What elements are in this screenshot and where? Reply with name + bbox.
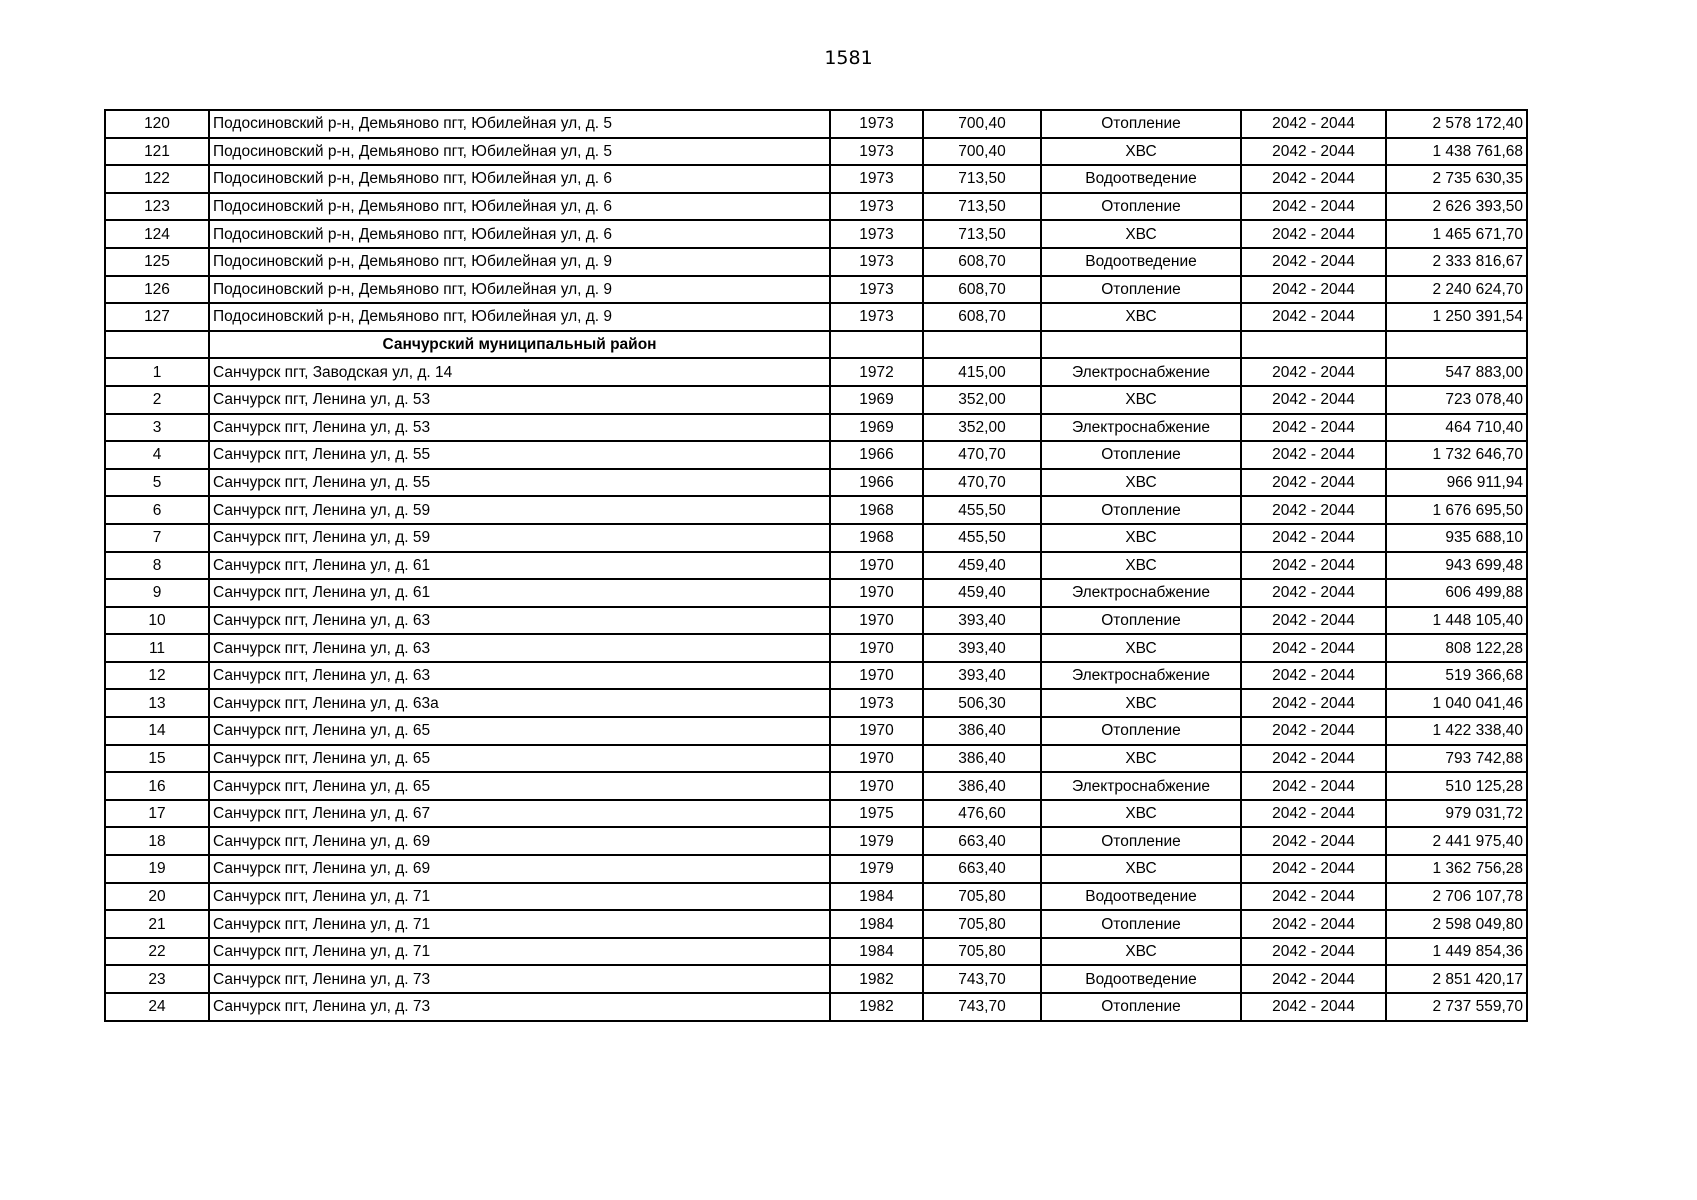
address-cell: Санчурск пгт, Ленина ул, д. 63а (209, 689, 830, 717)
table-row (105, 717, 1527, 745)
cost-cell: 1 422 338,40 (1386, 717, 1527, 745)
build-year-cell: 1984 (830, 938, 923, 966)
table-row (105, 469, 1527, 497)
address-cell: Санчурск пгт, Ленина ул, д. 63 (209, 634, 830, 662)
area-cell: 459,40 (923, 552, 1041, 580)
cost-cell: 2 735 630,35 (1386, 165, 1527, 193)
row-number-cell: 16 (105, 772, 209, 800)
cost-cell: 2 737 559,70 (1386, 993, 1527, 1021)
area-cell: 470,70 (923, 469, 1041, 497)
work-type-cell: ХВС (1041, 386, 1241, 414)
address-cell: Санчурск пгт, Ленина ул, д. 53 (209, 386, 830, 414)
row-number-cell: 9 (105, 579, 209, 607)
cost-cell: 606 499,88 (1386, 579, 1527, 607)
row-number-cell: 8 (105, 552, 209, 580)
period-cell: 2042 - 2044 (1241, 524, 1386, 552)
area-cell: 393,40 (923, 634, 1041, 662)
cost-cell: 1 448 105,40 (1386, 607, 1527, 635)
work-type-cell: ХВС (1041, 634, 1241, 662)
area-cell: 705,80 (923, 883, 1041, 911)
address-cell: Санчурск пгт, Ленина ул, д. 69 (209, 855, 830, 883)
area-cell: 455,50 (923, 524, 1041, 552)
period-cell: 2042 - 2044 (1241, 772, 1386, 800)
row-number-cell: 13 (105, 689, 209, 717)
work-type-cell: Водоотведение (1041, 248, 1241, 276)
period-cell: 2042 - 2044 (1241, 441, 1386, 469)
table-row (105, 634, 1527, 662)
period-cell: 2042 - 2044 (1241, 496, 1386, 524)
row-number-cell: 18 (105, 827, 209, 855)
period-cell: 2042 - 2044 (1241, 800, 1386, 828)
address-cell: Санчурск пгт, Ленина ул, д. 65 (209, 717, 830, 745)
build-year-cell (830, 331, 923, 359)
row-number-cell: 4 (105, 441, 209, 469)
table-row (105, 193, 1527, 221)
area-cell: 393,40 (923, 662, 1041, 690)
table-row (105, 276, 1527, 304)
work-type-cell: Электроснабжение (1041, 662, 1241, 690)
work-type-cell: Отопление (1041, 910, 1241, 938)
cost-cell: 2 598 049,80 (1386, 910, 1527, 938)
cost-cell: 1 449 854,36 (1386, 938, 1527, 966)
period-cell: 2042 - 2044 (1241, 193, 1386, 221)
build-year-cell: 1970 (830, 662, 923, 690)
period-cell: 2042 - 2044 (1241, 414, 1386, 442)
cost-cell: 464 710,40 (1386, 414, 1527, 442)
address-cell: Санчурск пгт, Ленина ул, д. 59 (209, 524, 830, 552)
table-row (105, 303, 1527, 331)
build-year-cell: 1968 (830, 496, 923, 524)
address-cell: Санчурск пгт, Ленина ул, д. 55 (209, 441, 830, 469)
address-cell: Санчурск пгт, Ленина ул, д. 73 (209, 965, 830, 993)
cost-cell: 979 031,72 (1386, 800, 1527, 828)
cost-cell: 808 122,28 (1386, 634, 1527, 662)
cost-cell: 1 250 391,54 (1386, 303, 1527, 331)
table-row (105, 965, 1527, 993)
work-type-cell: ХВС (1041, 220, 1241, 248)
address-cell: Подосиновский р-н, Демьяново пгт, Юбилейная ул, д. 5 (209, 138, 830, 166)
row-number-cell: 12 (105, 662, 209, 690)
address-cell: Санчурск пгт, Ленина ул, д. 71 (209, 910, 830, 938)
table-row (105, 855, 1527, 883)
table-row (105, 993, 1527, 1021)
period-cell (1241, 331, 1386, 359)
page-number: 1581 (824, 47, 873, 69)
period-cell: 2042 - 2044 (1241, 386, 1386, 414)
work-type-cell: ХВС (1041, 745, 1241, 773)
area-cell: 386,40 (923, 717, 1041, 745)
build-year-cell: 1970 (830, 745, 923, 773)
period-cell: 2042 - 2044 (1241, 303, 1386, 331)
work-type-cell: Электроснабжение (1041, 579, 1241, 607)
work-type-cell: Отопление (1041, 717, 1241, 745)
table-row (105, 662, 1527, 690)
cost-cell: 2 578 172,40 (1386, 110, 1527, 138)
build-year-cell: 1973 (830, 689, 923, 717)
build-year-cell: 1970 (830, 717, 923, 745)
period-cell: 2042 - 2044 (1241, 910, 1386, 938)
cost-cell: 943 699,48 (1386, 552, 1527, 580)
build-year-cell: 1969 (830, 386, 923, 414)
address-cell: Санчурск пгт, Ленина ул, д. 65 (209, 745, 830, 773)
row-number-cell: 2 (105, 386, 209, 414)
build-year-cell: 1970 (830, 607, 923, 635)
build-year-cell: 1966 (830, 441, 923, 469)
address-cell: Подосиновский р-н, Демьяново пгт, Юбилейная ул, д. 6 (209, 193, 830, 221)
row-number-cell: 24 (105, 993, 209, 1021)
period-cell: 2042 - 2044 (1241, 745, 1386, 773)
area-cell: 705,80 (923, 938, 1041, 966)
cost-cell: 1 732 646,70 (1386, 441, 1527, 469)
table-row (105, 165, 1527, 193)
address-cell: Санчурск пгт, Заводская ул, д. 14 (209, 358, 830, 386)
period-cell: 2042 - 2044 (1241, 689, 1386, 717)
build-year-cell: 1973 (830, 138, 923, 166)
period-cell: 2042 - 2044 (1241, 552, 1386, 580)
area-cell: 506,30 (923, 689, 1041, 717)
address-cell: Санчурск пгт, Ленина ул, д. 73 (209, 993, 830, 1021)
table-row (105, 414, 1527, 442)
build-year-cell: 1970 (830, 552, 923, 580)
area-cell: 705,80 (923, 910, 1041, 938)
cost-cell: 2 333 816,67 (1386, 248, 1527, 276)
period-cell: 2042 - 2044 (1241, 938, 1386, 966)
address-cell: Санчурск пгт, Ленина ул, д. 63 (209, 662, 830, 690)
area-cell: 352,00 (923, 386, 1041, 414)
row-number-cell: 11 (105, 634, 209, 662)
address-cell: Санчурск пгт, Ленина ул, д. 61 (209, 552, 830, 580)
work-type-cell: ХВС (1041, 303, 1241, 331)
area-cell: 663,40 (923, 827, 1041, 855)
work-type-cell: Отопление (1041, 827, 1241, 855)
section-title: Санчурский муниципальный район (209, 331, 830, 359)
row-number-cell: 15 (105, 745, 209, 773)
period-cell: 2042 - 2044 (1241, 607, 1386, 635)
period-cell: 2042 - 2044 (1241, 358, 1386, 386)
work-type-cell: ХВС (1041, 552, 1241, 580)
table-row (105, 552, 1527, 580)
area-cell: 608,70 (923, 276, 1041, 304)
work-type-cell: Отопление (1041, 993, 1241, 1021)
row-number-cell: 23 (105, 965, 209, 993)
work-type-cell (1041, 331, 1241, 359)
row-number-cell: 124 (105, 220, 209, 248)
period-cell: 2042 - 2044 (1241, 662, 1386, 690)
table-row (105, 800, 1527, 828)
period-cell: 2042 - 2044 (1241, 248, 1386, 276)
period-cell: 2042 - 2044 (1241, 110, 1386, 138)
build-year-cell: 1982 (830, 993, 923, 1021)
work-type-cell: Электроснабжение (1041, 772, 1241, 800)
period-cell: 2042 - 2044 (1241, 165, 1386, 193)
area-cell: 459,40 (923, 579, 1041, 607)
table-row (105, 607, 1527, 635)
work-type-cell: Водоотведение (1041, 165, 1241, 193)
area-cell: 713,50 (923, 193, 1041, 221)
cost-cell: 1 676 695,50 (1386, 496, 1527, 524)
table-row (105, 110, 1527, 138)
work-type-cell: Отопление (1041, 110, 1241, 138)
address-cell: Санчурск пгт, Ленина ул, д. 65 (209, 772, 830, 800)
build-year-cell: 1973 (830, 303, 923, 331)
cost-cell: 2 851 420,17 (1386, 965, 1527, 993)
row-number-cell: 123 (105, 193, 209, 221)
table-row (105, 138, 1527, 166)
cost-cell: 1 438 761,68 (1386, 138, 1527, 166)
build-year-cell: 1973 (830, 276, 923, 304)
table-row (105, 745, 1527, 773)
row-number-cell: 122 (105, 165, 209, 193)
row-number-cell (105, 331, 209, 359)
row-number-cell: 21 (105, 910, 209, 938)
table-row (105, 689, 1527, 717)
work-type-cell: ХВС (1041, 138, 1241, 166)
area-cell (923, 331, 1041, 359)
area-cell: 415,00 (923, 358, 1041, 386)
address-cell: Подосиновский р-н, Демьяново пгт, Юбилейная ул, д. 9 (209, 276, 830, 304)
work-type-cell: Отопление (1041, 193, 1241, 221)
period-cell: 2042 - 2044 (1241, 883, 1386, 911)
work-type-cell: Электроснабжение (1041, 414, 1241, 442)
area-cell: 352,00 (923, 414, 1041, 442)
row-number-cell: 10 (105, 607, 209, 635)
build-year-cell: 1969 (830, 414, 923, 442)
cost-cell: 2 240 624,70 (1386, 276, 1527, 304)
work-type-cell: Водоотведение (1041, 965, 1241, 993)
address-cell: Санчурск пгт, Ленина ул, д. 69 (209, 827, 830, 855)
area-cell: 700,40 (923, 138, 1041, 166)
table-row (105, 883, 1527, 911)
row-number-cell: 127 (105, 303, 209, 331)
build-year-cell: 1984 (830, 910, 923, 938)
build-year-cell: 1975 (830, 800, 923, 828)
address-cell: Подосиновский р-н, Демьяново пгт, Юбилейная ул, д. 9 (209, 303, 830, 331)
cost-cell: 510 125,28 (1386, 772, 1527, 800)
address-cell: Санчурск пгт, Ленина ул, д. 61 (209, 579, 830, 607)
address-cell: Подосиновский р-н, Демьяново пгт, Юбилейная ул, д. 6 (209, 220, 830, 248)
table-row (105, 938, 1527, 966)
area-cell: 393,40 (923, 607, 1041, 635)
area-cell: 700,40 (923, 110, 1041, 138)
row-number-cell: 7 (105, 524, 209, 552)
build-year-cell: 1984 (830, 883, 923, 911)
table-row (105, 220, 1527, 248)
work-type-cell: Отопление (1041, 607, 1241, 635)
area-cell: 608,70 (923, 303, 1041, 331)
period-cell: 2042 - 2044 (1241, 965, 1386, 993)
area-cell: 663,40 (923, 855, 1041, 883)
table-row (105, 386, 1527, 414)
cost-cell: 723 078,40 (1386, 386, 1527, 414)
build-year-cell: 1968 (830, 524, 923, 552)
row-number-cell: 17 (105, 800, 209, 828)
period-cell: 2042 - 2044 (1241, 827, 1386, 855)
address-cell: Санчурск пгт, Ленина ул, д. 71 (209, 883, 830, 911)
area-cell: 743,70 (923, 965, 1041, 993)
work-type-cell: ХВС (1041, 469, 1241, 497)
cost-cell: 1 465 671,70 (1386, 220, 1527, 248)
table-row (105, 827, 1527, 855)
build-year-cell: 1973 (830, 165, 923, 193)
work-type-cell: Электроснабжение (1041, 358, 1241, 386)
period-cell: 2042 - 2044 (1241, 855, 1386, 883)
period-cell: 2042 - 2044 (1241, 993, 1386, 1021)
work-type-cell: ХВС (1041, 938, 1241, 966)
table-row (105, 496, 1527, 524)
table-row (105, 772, 1527, 800)
row-number-cell: 5 (105, 469, 209, 497)
row-number-cell: 120 (105, 110, 209, 138)
cost-cell: 935 688,10 (1386, 524, 1527, 552)
cost-cell: 2 626 393,50 (1386, 193, 1527, 221)
build-year-cell: 1970 (830, 579, 923, 607)
build-year-cell: 1973 (830, 110, 923, 138)
build-year-cell: 1979 (830, 827, 923, 855)
area-cell: 476,60 (923, 800, 1041, 828)
cost-cell: 1 362 756,28 (1386, 855, 1527, 883)
cost-cell: 2 441 975,40 (1386, 827, 1527, 855)
work-type-cell: ХВС (1041, 524, 1241, 552)
area-cell: 713,50 (923, 165, 1041, 193)
row-number-cell: 14 (105, 717, 209, 745)
address-cell: Санчурск пгт, Ленина ул, д. 59 (209, 496, 830, 524)
table-row (105, 579, 1527, 607)
row-number-cell: 20 (105, 883, 209, 911)
cost-cell: 793 742,88 (1386, 745, 1527, 773)
work-type-cell: Отопление (1041, 441, 1241, 469)
address-cell: Подосиновский р-н, Демьяново пгт, Юбилейная ул, д. 5 (209, 110, 830, 138)
build-year-cell: 1966 (830, 469, 923, 497)
table-row (105, 524, 1527, 552)
period-cell: 2042 - 2044 (1241, 634, 1386, 662)
build-year-cell: 1973 (830, 248, 923, 276)
section-header-row (105, 331, 1527, 359)
table-row (105, 248, 1527, 276)
area-cell: 455,50 (923, 496, 1041, 524)
period-cell: 2042 - 2044 (1241, 220, 1386, 248)
area-cell: 713,50 (923, 220, 1041, 248)
build-year-cell: 1970 (830, 772, 923, 800)
cost-cell: 1 040 041,46 (1386, 689, 1527, 717)
period-cell: 2042 - 2044 (1241, 579, 1386, 607)
row-number-cell: 3 (105, 414, 209, 442)
work-type-cell: ХВС (1041, 689, 1241, 717)
build-year-cell: 1972 (830, 358, 923, 386)
row-number-cell: 121 (105, 138, 209, 166)
row-number-cell: 22 (105, 938, 209, 966)
period-cell: 2042 - 2044 (1241, 469, 1386, 497)
address-cell: Санчурск пгт, Ленина ул, д. 67 (209, 800, 830, 828)
cost-cell: 966 911,94 (1386, 469, 1527, 497)
address-cell: Санчурск пгт, Ленина ул, д. 63 (209, 607, 830, 635)
period-cell: 2042 - 2044 (1241, 717, 1386, 745)
cost-cell: 519 366,68 (1386, 662, 1527, 690)
build-year-cell: 1973 (830, 193, 923, 221)
work-type-cell: ХВС (1041, 855, 1241, 883)
cost-cell: 2 706 107,78 (1386, 883, 1527, 911)
period-cell: 2042 - 2044 (1241, 138, 1386, 166)
work-type-cell: Отопление (1041, 496, 1241, 524)
table-row (105, 910, 1527, 938)
work-type-cell: Отопление (1041, 276, 1241, 304)
build-year-cell: 1982 (830, 965, 923, 993)
cost-cell: 547 883,00 (1386, 358, 1527, 386)
address-cell: Подосиновский р-н, Демьяново пгт, Юбилейная ул, д. 9 (209, 248, 830, 276)
work-type-cell: Водоотведение (1041, 883, 1241, 911)
work-type-cell: ХВС (1041, 800, 1241, 828)
area-cell: 386,40 (923, 772, 1041, 800)
area-cell: 743,70 (923, 993, 1041, 1021)
cost-cell (1386, 331, 1527, 359)
area-cell: 386,40 (923, 745, 1041, 773)
address-cell: Санчурск пгт, Ленина ул, д. 71 (209, 938, 830, 966)
table-body (105, 110, 1527, 1021)
row-number-cell: 125 (105, 248, 209, 276)
build-year-cell: 1979 (830, 855, 923, 883)
build-year-cell: 1973 (830, 220, 923, 248)
table-row (105, 358, 1527, 386)
row-number-cell: 19 (105, 855, 209, 883)
address-cell: Санчурск пгт, Ленина ул, д. 53 (209, 414, 830, 442)
repair-schedule-table (104, 109, 1528, 1022)
address-cell: Санчурск пгт, Ленина ул, д. 55 (209, 469, 830, 497)
table-row (105, 441, 1527, 469)
build-year-cell: 1970 (830, 634, 923, 662)
row-number-cell: 1 (105, 358, 209, 386)
row-number-cell: 126 (105, 276, 209, 304)
row-number-cell: 6 (105, 496, 209, 524)
area-cell: 470,70 (923, 441, 1041, 469)
period-cell: 2042 - 2044 (1241, 276, 1386, 304)
area-cell: 608,70 (923, 248, 1041, 276)
address-cell: Подосиновский р-н, Демьяново пгт, Юбилейная ул, д. 6 (209, 165, 830, 193)
